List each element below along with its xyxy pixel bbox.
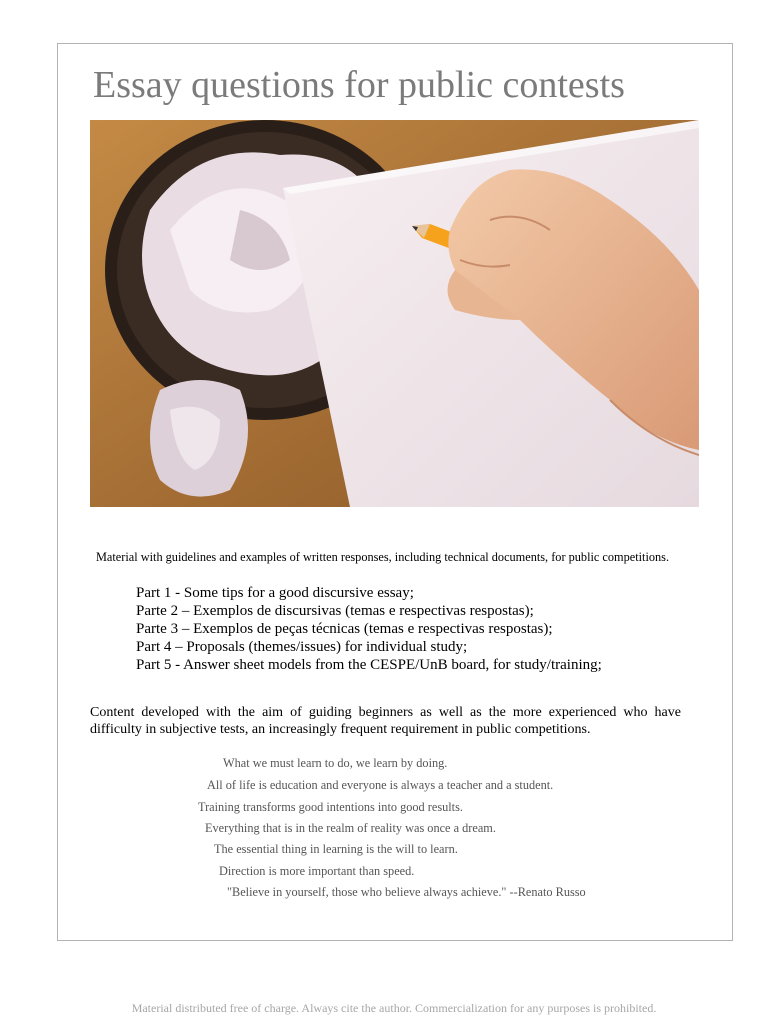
cover-photo [90, 120, 699, 507]
quote-line: Direction is more important than speed. [219, 864, 415, 878]
quote-line: What we must learn to do, we learn by doing. [223, 756, 448, 770]
part-item: Parte 3 – Exemplos de peças técnicas (temas e respectivas respostas); [136, 621, 553, 637]
quote-line: Training transforms good intentions into good results. [198, 800, 463, 814]
quote-line: The essential thing in learning is the will to learn. [214, 842, 458, 856]
document-title: Essay questions for public contests [93, 64, 625, 106]
quote-line: Everything that is in the realm of reality was once a dream. [205, 821, 496, 835]
content-description: Content developed with the aim of guiding beginners as well as the more experienced who have difficulty in subjective tests, an increasingly frequent requirement in public competitions. [90, 705, 681, 737]
writing-hand-illustration [90, 120, 699, 507]
part-item: Parte 2 – Exemplos de discursivas (temas e respectivas respostas); [136, 603, 534, 619]
part-item: Part 1 - Some tips for a good discursive essay; [136, 585, 414, 601]
quote-attribution: "Believe in yourself, those who believe always achieve." --Renato Russo [227, 885, 586, 899]
footer-notice: Material distributed free of charge. Always cite the author. Commercialization for any purposes is prohibited. [131, 1001, 657, 1015]
quote-line: All of life is education and everyone is always a teacher and a student. [207, 778, 554, 792]
parts-list [136, 584, 602, 674]
part-item: Part 5 - Answer sheet models from the CESPE/UnB board, for study/training; [136, 657, 602, 673]
document-subtitle: Material with guidelines and examples of written responses, including technical documents, for public competitions. [96, 550, 670, 564]
part-item: Part 4 – Proposals (themes/issues) for individual study; [136, 639, 468, 655]
